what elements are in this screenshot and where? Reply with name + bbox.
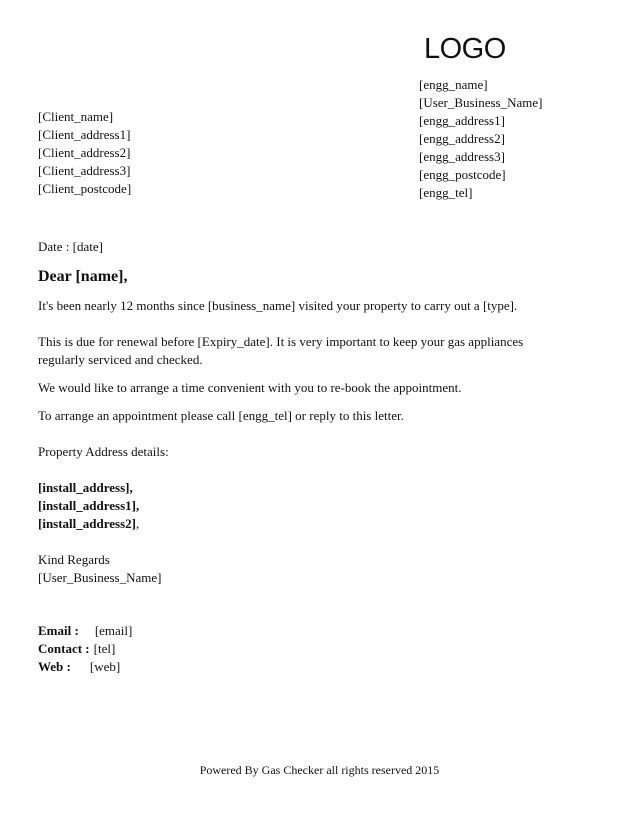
client-address-block: [38, 108, 131, 198]
web-value: [web]: [89, 659, 121, 674]
email-label: Email :: [38, 623, 79, 638]
engineer-address1: [engg_address1]: [419, 113, 505, 128]
client-address3: [Client_address3]: [38, 163, 131, 178]
install-address-block: [38, 479, 139, 533]
letter-date: Date : [date]: [38, 239, 103, 254]
engineer-business-name: [User_Business_Name]: [419, 95, 543, 110]
contact-label: Contact :: [38, 641, 90, 656]
install-address1: [install_address1],: [38, 498, 140, 513]
web-label: Web :: [38, 659, 71, 674]
closing-text: Kind Regards: [38, 552, 110, 567]
signature-business-name: [User_Business_Name]: [38, 570, 162, 585]
install-address2-suffix: ,: [136, 516, 140, 531]
client-postcode: [Client_postcode]: [38, 181, 132, 196]
paragraph-call: To arrange an appointment please call [engg_tel] or reply to this letter.: [38, 408, 404, 423]
install-address2-line: [38, 515, 139, 533]
contact-line: [38, 640, 132, 658]
engineer-address-block: [419, 76, 542, 202]
contact-value: [tel]: [93, 641, 116, 656]
paragraph-renewal: This is due for renewal before [Expiry_date]. It is very important to keep your gas appliances regularly serviced and checked.: [38, 334, 524, 367]
property-address-label: Property Address details:: [38, 444, 169, 459]
engineer-name: [engg_name]: [419, 77, 488, 92]
closing-block: [38, 551, 161, 587]
logo: LOGO: [424, 33, 506, 65]
client-name: [Client_name]: [38, 109, 114, 124]
email-value: [email]: [94, 623, 133, 638]
letter-greeting: Dear [name],: [38, 268, 128, 285]
paragraph-intro: It's been nearly 12 months since [business_name] visited your property to carry out a [type].: [38, 298, 518, 313]
client-address1: [Client_address1]: [38, 127, 131, 142]
email-line: [38, 622, 132, 640]
install-address: [install_address],: [38, 480, 133, 495]
footer-text: Powered By Gas Checker all rights reserved 2015: [199, 763, 440, 777]
web-line: [38, 658, 132, 676]
paragraph-arrange: We would like to arrange a time convenient with you to re-book the appointment.: [38, 380, 462, 395]
install-address2: [install_address2]: [38, 516, 136, 531]
engineer-tel: [engg_tel]: [419, 185, 473, 200]
engineer-address2: [engg_address2]: [419, 131, 505, 146]
contact-block: [38, 622, 132, 676]
engineer-address3: [engg_address3]: [419, 149, 505, 164]
client-address2: [Client_address2]: [38, 145, 131, 160]
engineer-postcode: [engg_postcode]: [419, 167, 506, 182]
